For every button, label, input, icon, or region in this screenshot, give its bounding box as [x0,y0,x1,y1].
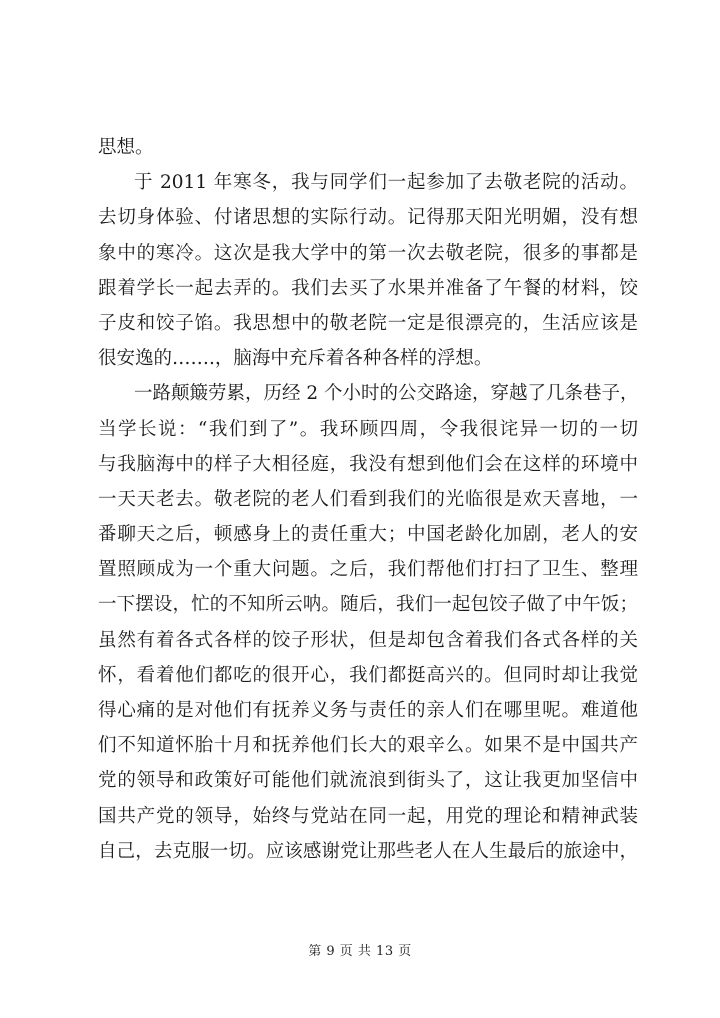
text-line: 很安逸的…….，脑海中充斥着各种各样的浮想。 [98,348,493,370]
page-number-footer: 第 9 页 共 13 页 [308,944,412,959]
text-line: 思想。 [98,137,154,158]
text-line: 一路颠簸劳累，历经 2 个小时的公交路途，穿越了几条巷子， [134,383,639,405]
text-line: 当学长说：“我们到了”。我环顾四周，令我很诧异一切的一切 [98,418,638,440]
text-line: 子皮和饺子馅。我思想中的敬老院一定是很漂亮的，生活应该是 [98,312,638,334]
text-line: 得心痛的是对他们有抚养义务与责任的亲人们在哪里呢。难道他 [98,700,638,721]
body-text [98,130,638,869]
text-line: 们不知道怀胎十月和抚养他们长大的艰辛么。如果不是中国共产 [98,735,638,757]
text-line: 于 2011 年寒冬，我与同学们一起参加了去敬老院的活动。 [134,172,638,194]
text-line: 一天天老去。敬老院的老人们看到我们的光临很是欢天喜地，一 [98,488,638,510]
text-line: 一下摆设，忙的不知所云呐。随后，我们一起包饺子做了中午饭； [98,594,638,616]
text-line: 与我脑海中的样子大相径庭，我没有想到他们会在这样的环境中 [98,453,638,475]
text-line: 象中的寒冷。这次是我大学中的第一次去敬老院，很多的事都是 [98,242,638,264]
text-line: 国共产党的领导，始终与党站在同一起，用党的理论和精神武装 [98,805,638,827]
text-line: 虽然有着各式各样的饺子形状，但是却包含着我们各式各样的关 [98,629,638,651]
text-line: 跟着学长一起去弄的。我们去买了水果并准备了午餐的材料，饺 [98,277,638,299]
text-line: 党的领导和政策好可能他们就流浪到街头了，这让我更加坚信中 [98,770,638,792]
text-line: 怀，看着他们都吃的很开心，我们都挺高兴的。但同时却让我觉 [98,664,638,686]
text-line: 自己，去克服一切。应该感谢党让那些老人在人生最后的旅途中， [98,840,638,862]
text-line: 番聊天之后，顿感身上的责任重大；中国老龄化加剧，老人的安 [98,524,638,546]
text-line: 置照顾成为一个重大问题。之后，我们帮他们打扫了卫生、整理 [98,559,638,581]
text-line: 去切身体验、付诸思想的实际行动。记得那天阳光明媚，没有想 [98,207,638,229]
